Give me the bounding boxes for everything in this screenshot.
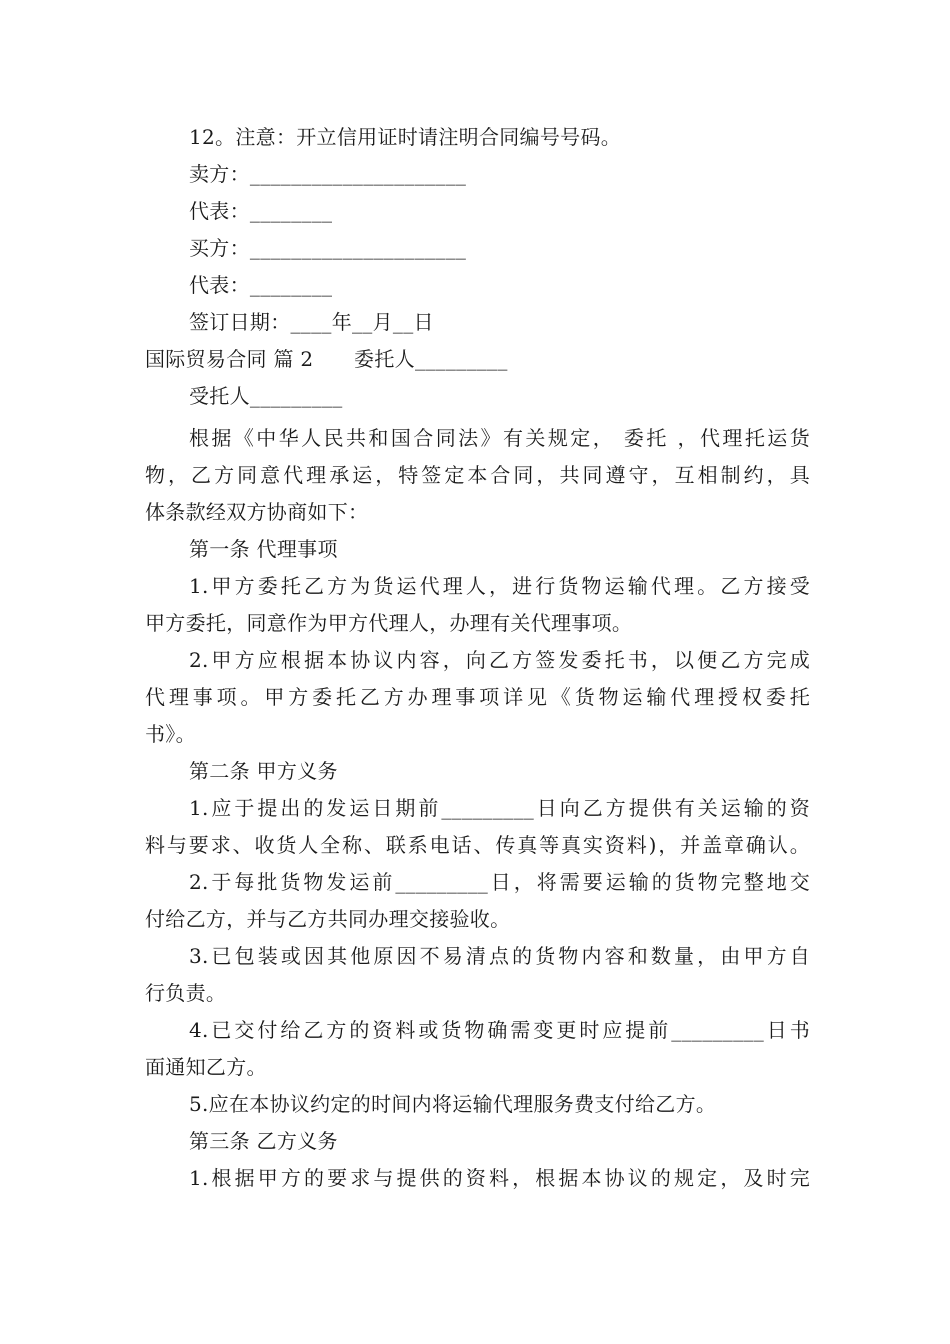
paragraph-line: 5.应在本协议约定的时间内将运输代理服务费支付给乙方。: [189, 1092, 717, 1116]
paragraph-line: 2.于每批货物发运前_________日，将需要运输的货物完整地交: [189, 870, 810, 894]
paragraph-line: 1.甲方委托乙方为货运代理人，进行货物运输代理。乙方接受: [189, 574, 810, 598]
paragraph-line: 4.已交付给乙方的资料或货物确需变更时应提前_________日书: [189, 1018, 810, 1042]
signing-date-line: 签订日期：____年__月__日: [189, 310, 434, 334]
clause-12-note: 12。注意：开立信用证时请注明合同编号号码。: [189, 125, 622, 149]
paragraph-line: 2.甲方应根据本协议内容，向乙方签发委托书，以便乙方完成: [189, 648, 810, 672]
paragraph-line: 3.已包装或因其他原因不易清点的货物内容和数量，由甲方自: [189, 944, 810, 968]
buyer-representative-line: 代表：________: [189, 273, 333, 297]
paragraph-line: 1.应于提出的发运日期前_________日向乙方提供有关运输的资: [189, 796, 810, 820]
seller-representative-line: 代表：________: [189, 199, 333, 223]
buyer-signature-line: 买方：_____________________: [189, 236, 467, 260]
article-3-heading: 第三条 乙方义务: [189, 1129, 338, 1153]
contract-2-heading: 国际贸易合同 篇 2 委托人_________: [145, 347, 508, 371]
paragraph-line: 物，乙方同意代理承运，特签定本合同，共同遵守，互相制约，具: [145, 463, 810, 487]
paragraph-line: 代理事项。甲方委托乙方办理事项详见《货物运输代理授权委托: [145, 685, 810, 709]
paragraph-line: 面通知乙方。: [145, 1055, 267, 1079]
trustee-line: 受托人_________: [189, 384, 343, 408]
paragraph-line: 付给乙方，并与乙方共同办理交接验收。: [145, 907, 511, 931]
paragraph-line: 行负责。: [145, 981, 227, 1005]
article-2-heading: 第二条 甲方义务: [189, 759, 338, 783]
paragraph-line: 甲方委托，同意作为甲方代理人，办理有关代理事项。: [145, 611, 633, 635]
seller-signature-line: 卖方：_____________________: [189, 162, 467, 186]
paragraph-line: 体条款经双方协商如下：: [145, 500, 369, 524]
paragraph-line: 书》。: [145, 722, 196, 746]
paragraph-line: 1.根据甲方的要求与提供的资料，根据本协议的规定，及时完: [189, 1166, 810, 1190]
article-1-heading: 第一条 代理事项: [189, 537, 338, 561]
paragraph-line: 料与要求、收货人全称、联系电话、传真等真实资料)，并盖章确认。: [145, 833, 810, 857]
paragraph-line: 根据《中华人民共和国合同法》有关规定， 委托 ，代理托运货: [189, 426, 810, 450]
